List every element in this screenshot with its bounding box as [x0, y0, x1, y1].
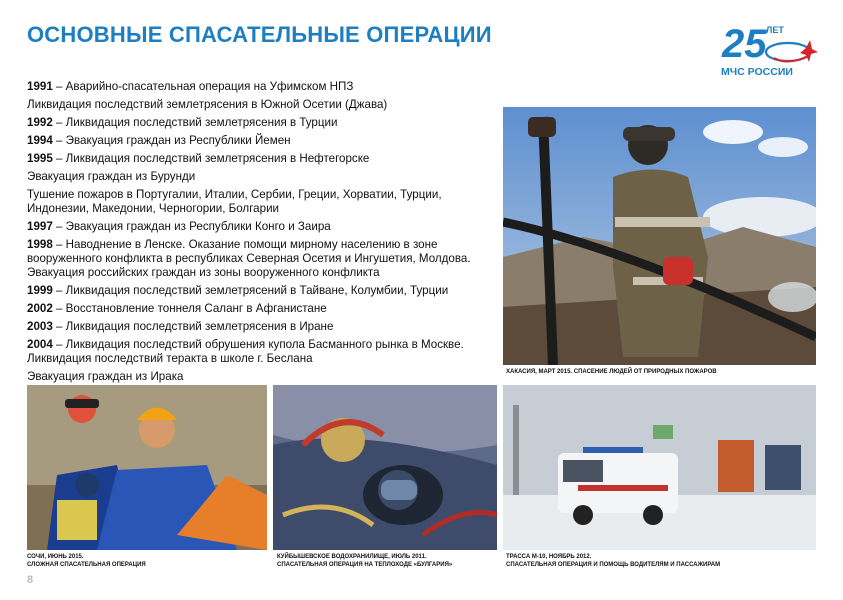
photo-kuibyshev-diver	[273, 385, 497, 550]
list-item: 1994 – Эвакуация граждан из Республики Йемен	[27, 134, 291, 147]
list-item: Тушение пожаров в Португалии, Италии, Сербии, Греции, Хорватии, Турции, Индонезии, Македонии, Черногории, Болгарии	[27, 188, 442, 215]
list-item: 1999 – Ликвидация последствий землетрясений в Тайване, Колумбии, Турции	[27, 284, 449, 297]
list-item: 1998 – Наводнение в Ленске. Оказание помощи мирному населению в зоне вооруженного конфликта в республиках Северная Осетия и Ингушетия, Молдова. Эвакуация российских граждан из зоны вооруженного конфликта	[27, 238, 471, 279]
logo-org-name: МЧС РОССИИ	[721, 66, 793, 78]
photo-caption-trassa: ТРАССА М-10, НОЯБРЬ 2012. СПАСАТЕЛЬНАЯ ОПЕРАЦИЯ И ПОМОЩЬ ВОДИТЕЛЯМ И ПАССАЖИРАМ	[506, 554, 721, 568]
photo-khakasia-firefighter	[503, 107, 816, 365]
photo-sochi-rescue	[27, 385, 267, 550]
mchs-25-logo	[718, 24, 820, 80]
list-item: 1992 – Ликвидация последствий землетрясения в Турции	[27, 116, 338, 129]
list-item: 2004 – Ликвидация последствий обрушения купола Басманного рынка в Москве. Ликвидация последствий теракта в школе г. Беслана	[27, 338, 464, 365]
operations-list	[27, 80, 502, 388]
list-item: Ликвидация последствий землетрясения в Южной Осетии (Джава)	[27, 98, 388, 111]
list-item: 2002 – Восстановление тоннеля Саланг в Афганистане	[27, 302, 327, 315]
list-item: 1991 – Аварийно-спасательная операция на Уфимском НПЗ	[27, 80, 354, 93]
photo-caption-kuibyshev: КУЙБЫШЕВСКОЕ ВОДОХРАНИЛИЩЕ, ИЮЛЬ 2011. СПАСАТЕЛЬНАЯ ОПЕРАЦИЯ НА ТЕПЛОХОДЕ «БУЛГАРИЯ»	[277, 554, 453, 568]
photo-caption-khakasia: ХАКАСИЯ, МАРТ 2015. СПАСЕНИЕ ЛЮДЕЙ ОТ ПРИРОДНЫХ ПОЖАРОВ	[506, 369, 717, 375]
logo-let: ЛЕТ	[766, 25, 784, 35]
logo-number: 25	[722, 22, 767, 66]
logo-star-emblem-icon	[756, 32, 818, 66]
list-item: 1995 – Ликвидация последствий землетрясения в Нефтегорске	[27, 152, 370, 165]
page-number: 8	[27, 574, 34, 586]
list-item: 2003 – Ликвидация последствий землетрясения в Иране	[27, 320, 334, 333]
list-item: Эвакуация граждан из Бурунди	[27, 170, 196, 183]
photo-caption-sochi: СОЧИ, ИЮНЬ 2015. СЛОЖНАЯ СПАСАТЕЛЬНАЯ ОПЕРАЦИЯ	[27, 554, 146, 568]
photo-trassa-m10	[503, 385, 816, 550]
page-title: ОСНОВНЫЕ СПАСАТЕЛЬНЫЕ ОПЕРАЦИИ	[27, 22, 492, 47]
list-item: 1997 – Эвакуация граждан из Республики Конго и Заира	[27, 220, 331, 233]
list-item: Эвакуация граждан из Ирака	[27, 370, 184, 383]
